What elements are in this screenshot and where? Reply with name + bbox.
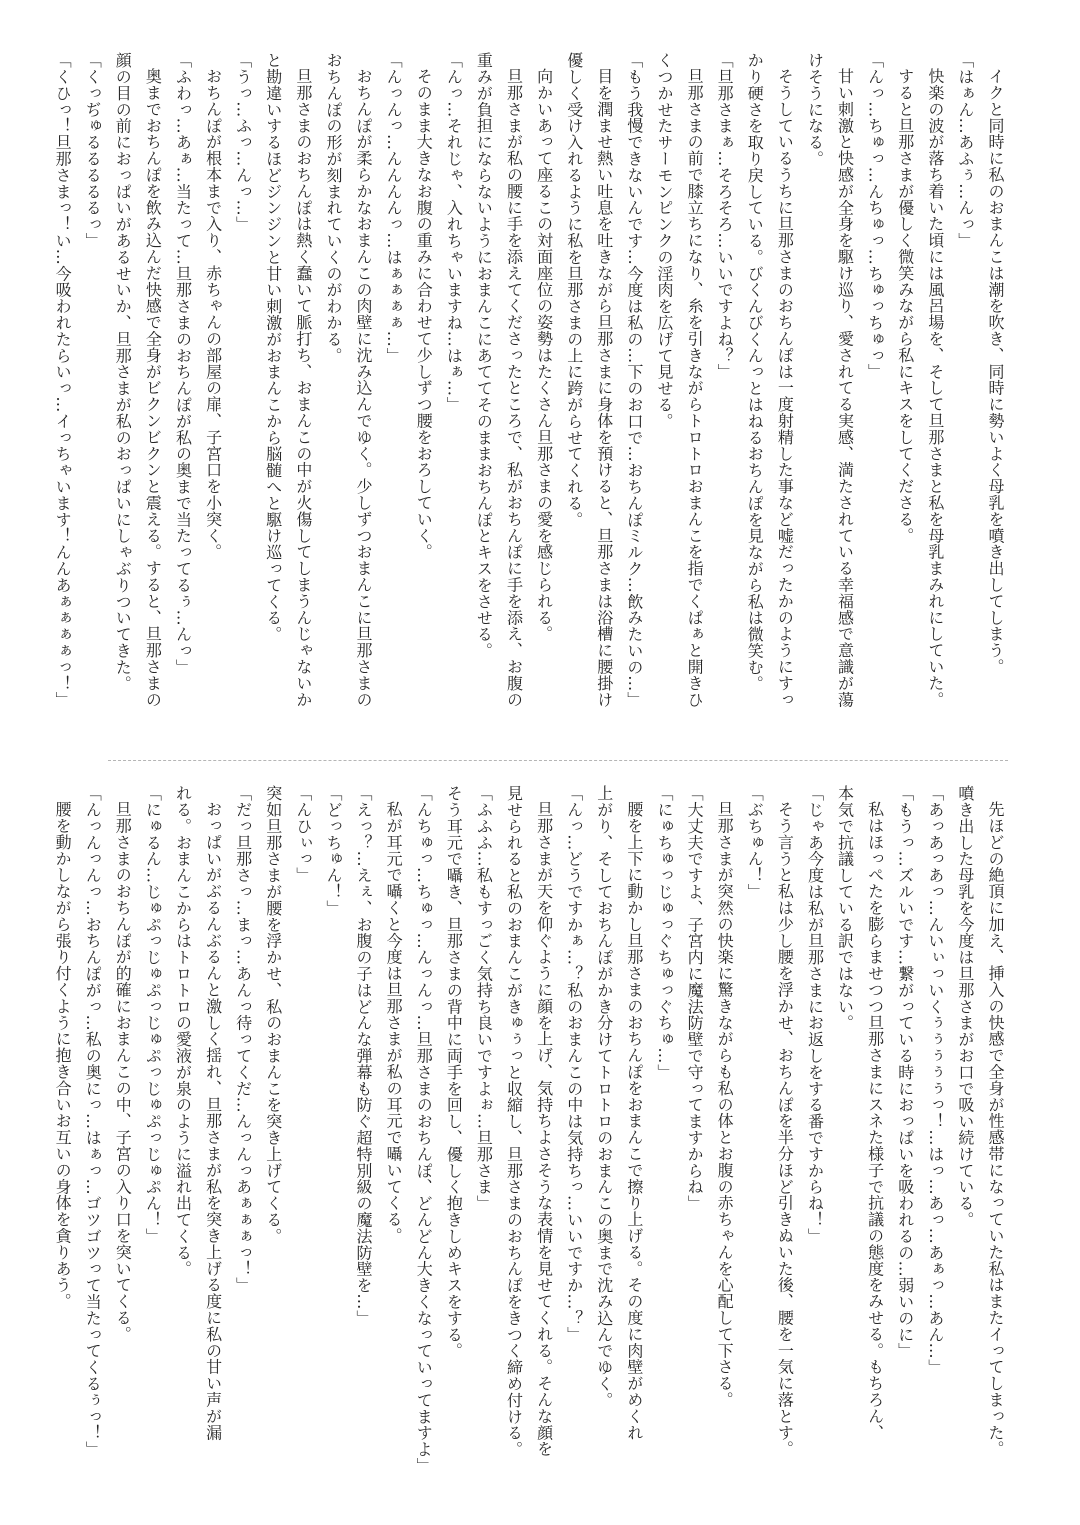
text-line: 向かいあって座るこの対面座位の姿勢はたくさん旦那さまの愛を感じられる。 bbox=[534, 68, 554, 642]
text-line: 見せられると私のおまんこがきゅぅっと収縮し、旦那さまのおちんぽをきつく締め付ける。 bbox=[504, 785, 524, 1458]
text-line: おちんぽが柔らかなおまんこの肉壁に沈み込んでゆく。少しずつおまんこに旦那さまの bbox=[354, 68, 374, 708]
text-line: 目を潤ませ熱い吐息を吐きながら旦那さまに身体を預けると、旦那さまは浴槽に腰掛け bbox=[594, 68, 614, 708]
text-line: 奥までおちんぽを飲み込んだ快感で全身がビクンビクンと震える。すると、旦那さまの bbox=[143, 68, 163, 708]
text-line: 突如旦那さまが腰を浮かせ、私のおまんこを突き上げてくる。 bbox=[263, 785, 283, 1245]
text-line: くつかせたサーモンピンクの淫肉を広げて見せる。 bbox=[654, 52, 674, 430]
text-block-bottom bbox=[53, 785, 1010, 1475]
text-line: 「んっ…どうですかぁ…？私のおまんこの中は気持ちっ…いいですか…？」 bbox=[564, 785, 584, 1343]
text-line: 「ふふふ…私もすっごく気持ち良いですよぉ…旦那さま」 bbox=[474, 785, 494, 1212]
text-line: 「もうっ…ズルいです…繋がっている時におっぱいを吸われるの…弱いのに」 bbox=[895, 785, 915, 1359]
text-line: 上がり、そしておちんぽがかき分けてトロトロのおまんこの奥まで沈み込んでゆく。 bbox=[594, 785, 614, 1409]
text-line: 顔の目の前におっぱいがあるせいか、旦那さまが私のおっぱいにしゃぶりついてきた。 bbox=[113, 52, 133, 692]
text-line: 「じゃあ今度は私が旦那さまにお返しをする番ですからね！」 bbox=[805, 785, 825, 1245]
text-line: 旦那さまのおちんぽは熱く蠢いて脈打ち、おまんこの中が火傷してしまうんじゃないか bbox=[293, 68, 313, 708]
text-line: おっぱいがぶるんぶるんと激しく揺れ、旦那さまが私を突き上げる度に私の甘い声が漏 bbox=[203, 801, 223, 1441]
text-line: 「えっ？…えぇ、お腹の子はどんな弾幕も防ぐ超特別級の魔法防壁を…」 bbox=[354, 785, 374, 1327]
text-line: 優しく受け入れるように私を旦那さまの上に跨がらせてくれる。 bbox=[564, 52, 584, 528]
text-line: 「くっぢゅるるるるるっ」 bbox=[83, 52, 103, 249]
text-line: 「んひぃっ」 bbox=[293, 785, 313, 884]
text-line: 「旦那さまぁ…そろそろ…いいですよね？」 bbox=[715, 52, 735, 380]
text-line: そう言うと私は少し腰を浮かせ、おちんぽを半分ほど引きぬいた後、腰を一気に落とす。 bbox=[775, 801, 795, 1457]
text-line: 「どっちゅん！」 bbox=[323, 785, 343, 917]
text-line: 「んっんっんっ…おちんぽがっ…私の奥にっ…はぁっ…ゴツゴツって当たってくるぅっ！」 bbox=[83, 785, 103, 1458]
text-line: 「にゅるん…じゅぷっじゅぷっじゅぷっじゅぷっじゅぷん！」 bbox=[143, 785, 163, 1245]
text-line: 「にゅちゅっじゅっぐちゅっぐちゅ…」 bbox=[654, 785, 674, 1081]
text-line: 「だっ旦那さっ…まっ…あんっ待ってくだ…んっんっあぁぁぁっ！」 bbox=[233, 785, 253, 1294]
text-line: 「はぁん…あふぅ…んっ」 bbox=[955, 52, 975, 249]
text-line: 重みが負担にならないようにおまんこにあててそのままおちんぽとキスをさせる。 bbox=[474, 52, 494, 659]
text-line: おちんぽが根本まで入り、赤ちゃんの部屋の扉、子宮口を小突く。 bbox=[203, 68, 223, 560]
text-line: 甘い刺激と快感が全身を駆け巡り、愛されてる実感、満たされている幸福感で意識が蕩 bbox=[835, 68, 855, 708]
text-line: かり硬さを取り戻している。びくんびくんっとはねるおちんぽを見ながら私は微笑む。 bbox=[745, 52, 765, 692]
text-line: 旦那さまが天を仰ぐように顔を上げ、気持ちよさそうな表情を見せてくれる。そんな顔を bbox=[534, 801, 554, 1457]
text-line: 私はほっぺたを膨らませつつ旦那さまにスネた様子で抗議の態度をみせる。もちろん、 bbox=[865, 801, 885, 1441]
text-line: 旦那さまのおちんぽが的確におまんこの中、子宮の入り口を突いてくる。 bbox=[113, 801, 133, 1343]
text-line: 快楽の波が落ち着いた頃には風呂場を、そして旦那さまと私を母乳まみれにしていた。 bbox=[925, 68, 945, 708]
text-block-top bbox=[53, 52, 1010, 742]
text-line: 「うっ…ふっ…んっ…」 bbox=[233, 52, 253, 233]
text-line: けそうになる。 bbox=[805, 52, 825, 167]
text-line: そう耳元で囁き、旦那さまの背中に両手を回し、優しく抱きしめキスをする。 bbox=[444, 785, 464, 1359]
section-divider bbox=[108, 760, 1008, 761]
text-line: 「ふわっ…あぁ…当たって…旦那さまのおちんぽが私の奥まで当たってるぅ…んっ」 bbox=[173, 52, 193, 676]
text-line: おちんぽの形が刻まれていくのがわかる。 bbox=[323, 52, 343, 364]
text-line: 腰を動かしながら張り付くように抱き合いお互いの身体を貪りあう。 bbox=[53, 801, 73, 1310]
text-line: 「んっ…ちゅっ…んちゅっ…ちゅっちゅっ」 bbox=[865, 52, 885, 380]
text-line: 噴き出した母乳を今度は旦那さまがお口で吸い続けている。 bbox=[955, 785, 975, 1228]
text-line: 腰を上下に動かし旦那さまのおちんぽをおまんこで擦り上げる。その度に肉壁がめくれ bbox=[624, 801, 644, 1441]
text-line: 私が耳元で囁くと今度は旦那さまが私の耳元で囁いてくる。 bbox=[384, 801, 404, 1244]
text-line: 「んっんっ…んんんんっ…はぁぁぁぁ…」 bbox=[384, 52, 404, 364]
text-line: 「大丈夫ですよ、子宮内に魔法防壁で守ってますからね」 bbox=[685, 785, 705, 1212]
text-line: と勘違いするほどジンジンと甘い刺激がおまんこから脳髄へと駆け巡ってくる。 bbox=[263, 52, 283, 643]
text-line: 旦那さまの前で膝立ちになり、糸を引きながらトロトロおまんこを指でくぱぁと開きひ bbox=[685, 68, 705, 708]
text-line: 「あっあっあっ…んいぃっいくぅぅぅぅぅっ！…はっ…あっ…あぁっ…あん…」 bbox=[925, 785, 945, 1376]
text-line: そのまま大きなお腹の重みに合わせて少しずつ腰をおろしていく。 bbox=[414, 68, 434, 560]
text-line: れる。おまんこからはトロトロの愛液が泉のように溢れ出てくる。 bbox=[173, 785, 193, 1277]
text-line: 旦那さまが私の腰に手を添えてくださったところで、私がおちんぽに手を添え、お腹の bbox=[504, 68, 524, 708]
text-line: 「くひっ！旦那さまっ！い…今吸われたらいっ…イっちゃいます！んんあぁぁぁぁっ！」 bbox=[53, 52, 73, 708]
text-line: 「んっ…それじゃ、入れちゃいますね…はぁ…」 bbox=[444, 52, 464, 413]
text-line: 旦那さまが突然の快楽に驚きながらも私の体とお腹の赤ちゃんを心配して下さる。 bbox=[715, 801, 735, 1408]
text-line: そうしているうちに旦那さまのおちんぽは一度射精した事など嘘だったかのようにすっ bbox=[775, 68, 795, 708]
text-line: 「んちゅっ…ちゅっ…んっんっ…旦那さまのおちんぽ、どんどん大きくなっていってますよ」 bbox=[414, 785, 434, 1474]
text-line: 先ほどの絶頂に加え、挿入の快感で全身が性感帯になっていた私はまたイってしまった。 bbox=[986, 801, 1005, 1457]
text-line: 「もう我慢できないんです…今度は私の…下のお口で…おちんぽミルク…飲みたいの…」 bbox=[624, 52, 644, 708]
text-line: すると旦那さまが優しく微笑みながら私にキスをしてくださる。 bbox=[895, 68, 915, 544]
text-line: 「ぶちゅん！」 bbox=[745, 785, 765, 900]
text-line: 本気で抗議している訳ではない。 bbox=[835, 785, 855, 1031]
text-line: イクと同時に私のおまんこは潮を吹き、同時に勢いよく母乳を噴き出してしまう。 bbox=[986, 68, 1005, 675]
